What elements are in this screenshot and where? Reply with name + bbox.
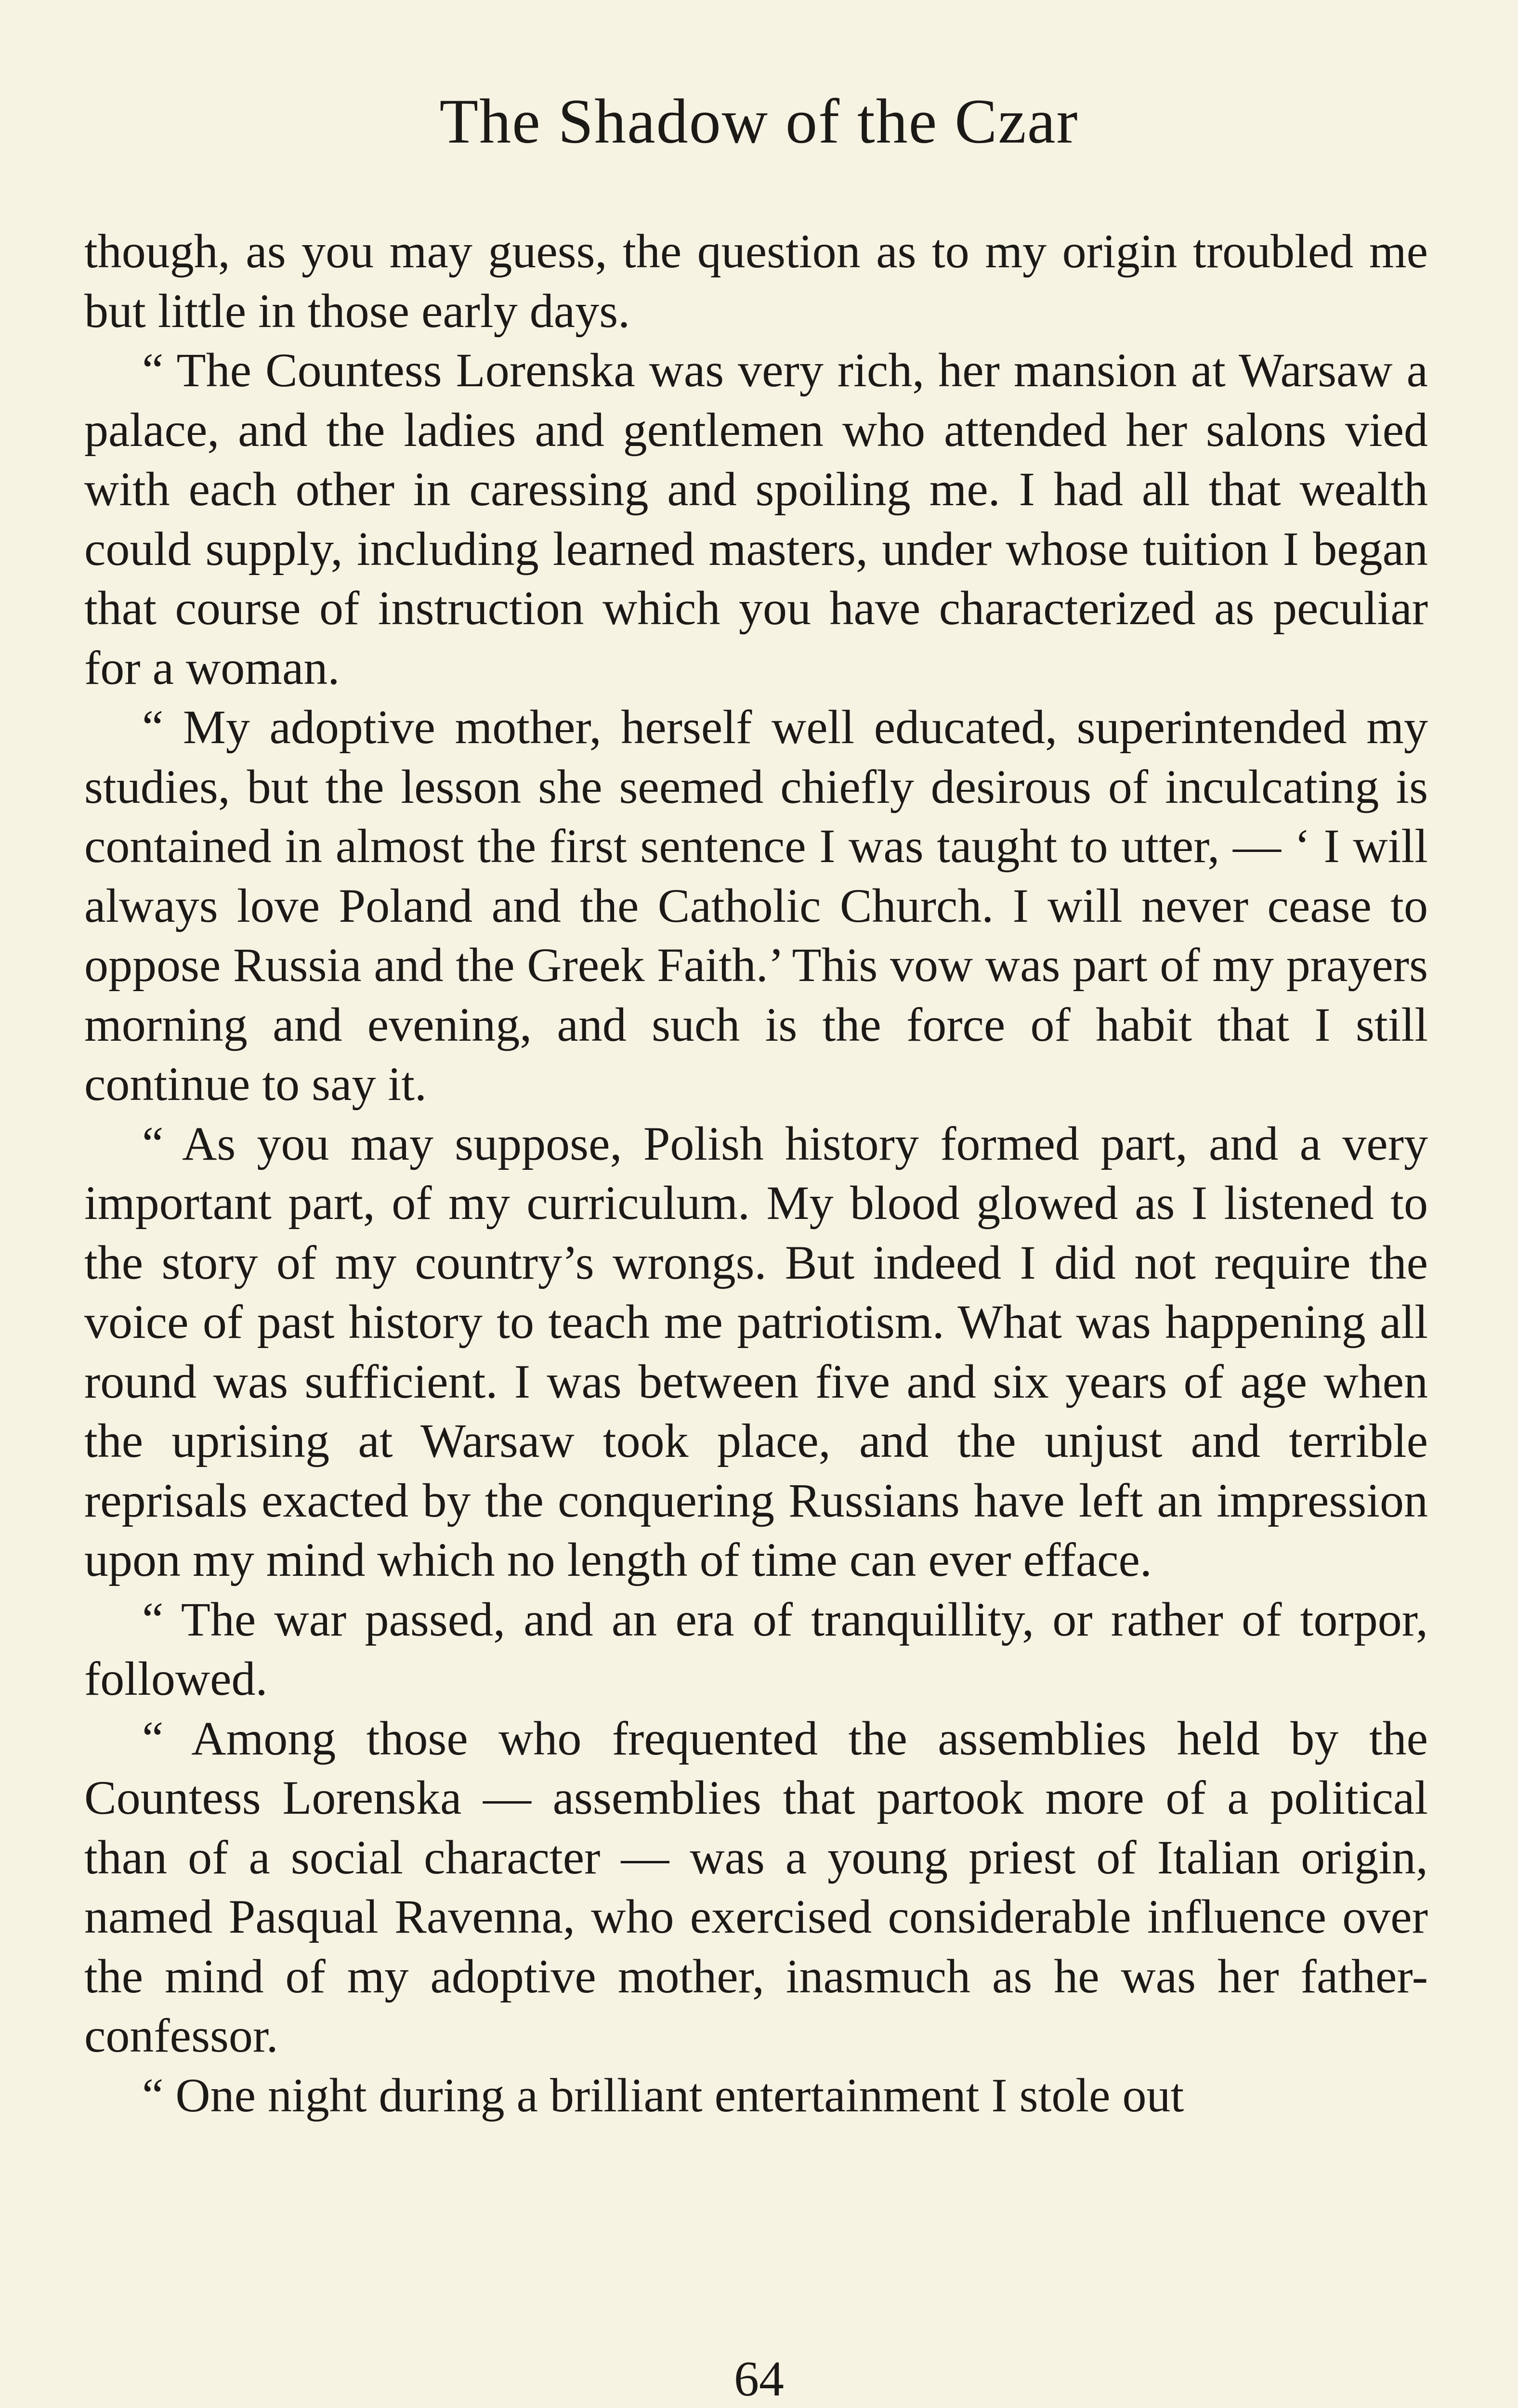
paragraph-adoptive-mother: “ My adoptive mother, herself well educated, superintended my studies, but the lesson she seemed chiefly desirous of inculcating is contained in almost the first sentence I was taught to utter, — ‘ I will always love Poland and the Catholic Church. I will never cease to oppose Russia and the Greek Faith.’ This vow was part of my prayers morning and evening, and such is the force of habit that I still continue to say it. (84, 700, 1428, 1111)
running-title: The Shadow of the Czar (439, 86, 1079, 157)
paragraph-polish-history: “ As you may suppose, Polish history formed part, and a very important part, of my curriculum. My blood glowed as I listened to the story of my country’s wrongs. But indeed I did not require the voice of past history to teach me patriotism. What was happening all round was sufficient. I was between five and six years of age when the uprising at Warsaw took place, and the unjust and terrible reprisals exacted by the conquering Russians have left an impression upon my mind which no length of time can ever efface. (84, 1116, 1428, 1586)
paragraph-war-passed: “ The war passed, and an era of tranquillity, or rather of torpor, followed. (84, 1592, 1428, 1705)
paragraph-assemblies: “ Among those who frequented the assemblies held by the Countess Lorenska — assemblies that partook more of a political than of a social character — was a young priest of Italian origin, named Pasqual Ravenna, who exercised considerable influence over the mind of my adoptive mother, inasmuch as he was her father-confessor. (84, 1711, 1428, 2062)
body-text (84, 222, 1428, 2125)
paragraph-one-night: “ One night during a brilliant entertainment I stole out (142, 2068, 1184, 2122)
paragraph-continuation: though, as you may guess, the question as to my origin troubled me but little in those early days. (84, 224, 1428, 338)
paragraph-countess-wealth: “ The Countess Lorenska was very rich, her mansion at Warsaw a palace, and the ladies and gentlemen who attended her salons vied with each other in caressing and spoiling me. I had all that wealth could supply, including learned masters, under whose tuition I began that course of instruction which you have characterized as peculiar for a woman. (84, 343, 1428, 694)
page-number: 64 (734, 2351, 784, 2407)
